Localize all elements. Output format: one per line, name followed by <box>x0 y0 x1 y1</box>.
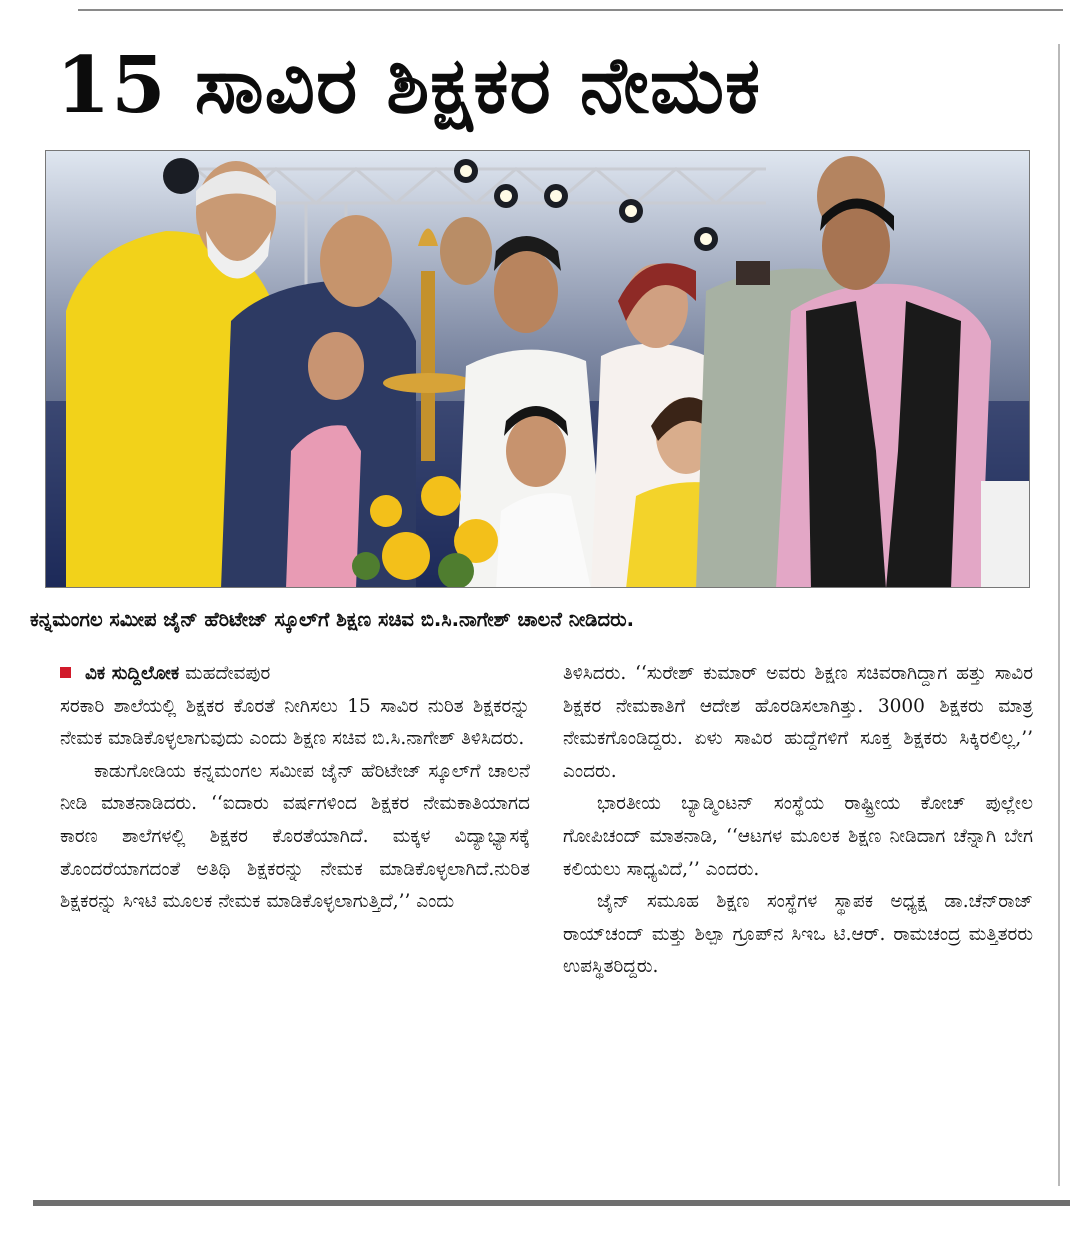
paragraph: ಸರಕಾರಿ ಶಾಲೆಯಲ್ಲಿ ಶಿಕ್ಷಕರ ಕೊರತೆ ನೀಗಿಸಲು 15 ಸಾವಿರ ನುರಿತ ಶಿಕ್ಷಕರನ್ನು ನೇಮಕ ಮಾಡಿಕೊಳ್ಳಲಾಗುವುದು ಎಂದು ಶಿಕ್ಷಣ ಸಚಿವ ಬಿ.ಸಿ.ನಾಗೇಶ್ ತಿಳಿಸಿದರು. <box>60 695 530 750</box>
paragraph: ಭಾರತೀಯ ಬ್ಯಾಡ್ಮಿಂಟನ್ ಸಂಸ್ಥೆಯ ರಾಷ್ಟ್ರೀಯ ಕೋಚ್ ಪುಲ್ಲೇಲ ಗೋಪಿಚಂದ್ ಮಾತನಾಡಿ, ‘‘ಆಟಗಳ ಮೂಲಕ ಶಿಕ್ಷಣ ನೀಡಿದಾಗ ಚೆನ್ನಾಗಿ ಬೇಗ ಕಲಿಯಲು ಸಾಧ್ಯವಿದೆ,’’ ಎಂದರು. <box>563 793 1033 880</box>
photo-caption: ಕನ್ನಮಂಗಲ ಸಮೀಪ ಜೈನ್ ಹೆರಿಟೇಜ್ ಸ್ಕೂಲ್‌ಗೆ ಶಿಕ್ಷಣ ಸಚಿವ ಬಿ.ಸಿ.ನಾಗೇಶ್ ಚಾಲನೆ ನೀಡಿದರು. <box>30 608 634 631</box>
byline: ವಿಕ ಸುದ್ದಿಲೋಕ <box>85 663 180 684</box>
headline: 15 ಸಾವಿರ ಶಿಕ್ಷಕರ ನೇಮಕ <box>56 40 762 131</box>
bottom-rule <box>33 1200 1070 1206</box>
red-bullet-icon <box>60 667 71 678</box>
news-photo <box>45 150 1030 588</box>
location: ಮಹದೇವಪುರ <box>185 663 271 684</box>
dateline <box>60 658 530 691</box>
article-column-right <box>563 658 1033 984</box>
article-column-left <box>60 658 530 919</box>
paragraph: ತಿಳಿಸಿದರು. ‘‘ಸುರೇಶ್ ಕುಮಾರ್ ಅವರು ಶಿಕ್ಷಣ ಸಚಿವರಾಗಿದ್ದಾಗ ಹತ್ತು ಸಾವಿರ ಶಿಕ್ಷಕರ ನೇಮಕಾತಿಗೆ ಆದೇಶ ಹೊರಡಿಸಲಾಗಿತ್ತು. 3000 ಶಿಕ್ಷಕರು ಮಾತ್ರ ನೇಮಕಗೊಂಡಿದ್ದರು. ಏಳು ಸಾವಿರ ಹುದ್ದೆಗಳಿಗೆ ಸೂಕ್ತ ಶಿಕ್ಷಕರು ಸಿಕ್ಕಿರಲಿಲ್ಲ,’’ ಎಂದರು. <box>563 663 1033 782</box>
column-rule <box>1058 44 1060 1186</box>
top-rule <box>78 9 1063 11</box>
paragraph: ಕಾಡುಗೋಡಿಯ ಕನ್ನಮಂಗಲ ಸಮೀಪ ಜೈನ್ ಹೆರಿಟೇಜ್ ಸ್ಕೂಲ್‌ಗೆ ಚಾಲನೆ ನೀಡಿ ಮಾತನಾಡಿದರು. ‘‘ಐದಾರು ವರ್ಷಗಳಿಂದ ಶಿಕ್ಷಕರ ನೇಮಕಾತಿಯಾಗದ ಕಾರಣ ಶಾಲೆಗಳಲ್ಲಿ ಶಿಕ್ಷಕರ ಕೊರತೆಯಾಗಿದೆ. ಮಕ್ಕಳ ವಿದ್ಯಾಭ್ಯಾಸಕ್ಕೆ ತೊಂದರೆಯಾಗದಂತೆ ಅತಿಥಿ ಶಿಕ್ಷಕರನ್ನು ನೇಮಕ ಮಾಡಿಕೊಳ್ಳಲಾಗಿದೆ.ನುರಿತ ಶಿಕ್ಷಕರನ್ನು ಸಿಇಟಿ ಮೂಲಕ ನೇಮಕ ಮಾಡಿಕೊಳ್ಳಲಾಗುತ್ತಿದೆ,’’ ಎಂದು <box>60 760 530 913</box>
paragraph: ಜೈನ್ ಸಮೂಹ ಶಿಕ್ಷಣ ಸಂಸ್ಥೆಗಳ ಸ್ಥಾಪಕ ಅಧ್ಯಕ್ಷ ಡಾ.ಚೆನ್‌ರಾಜ್ ರಾಯ್‌ಚಂದ್ ಮತ್ತು ಶಿಲ್ಪಾ ಗ್ರೂಪ್‌ನ ಸಿಇಒ ಟಿ.ಆರ್. ರಾಮಚಂದ್ರ ಮತ್ತಿತರರು ಉಪಸ್ಥಿತರಿದ್ದರು. <box>563 891 1033 978</box>
